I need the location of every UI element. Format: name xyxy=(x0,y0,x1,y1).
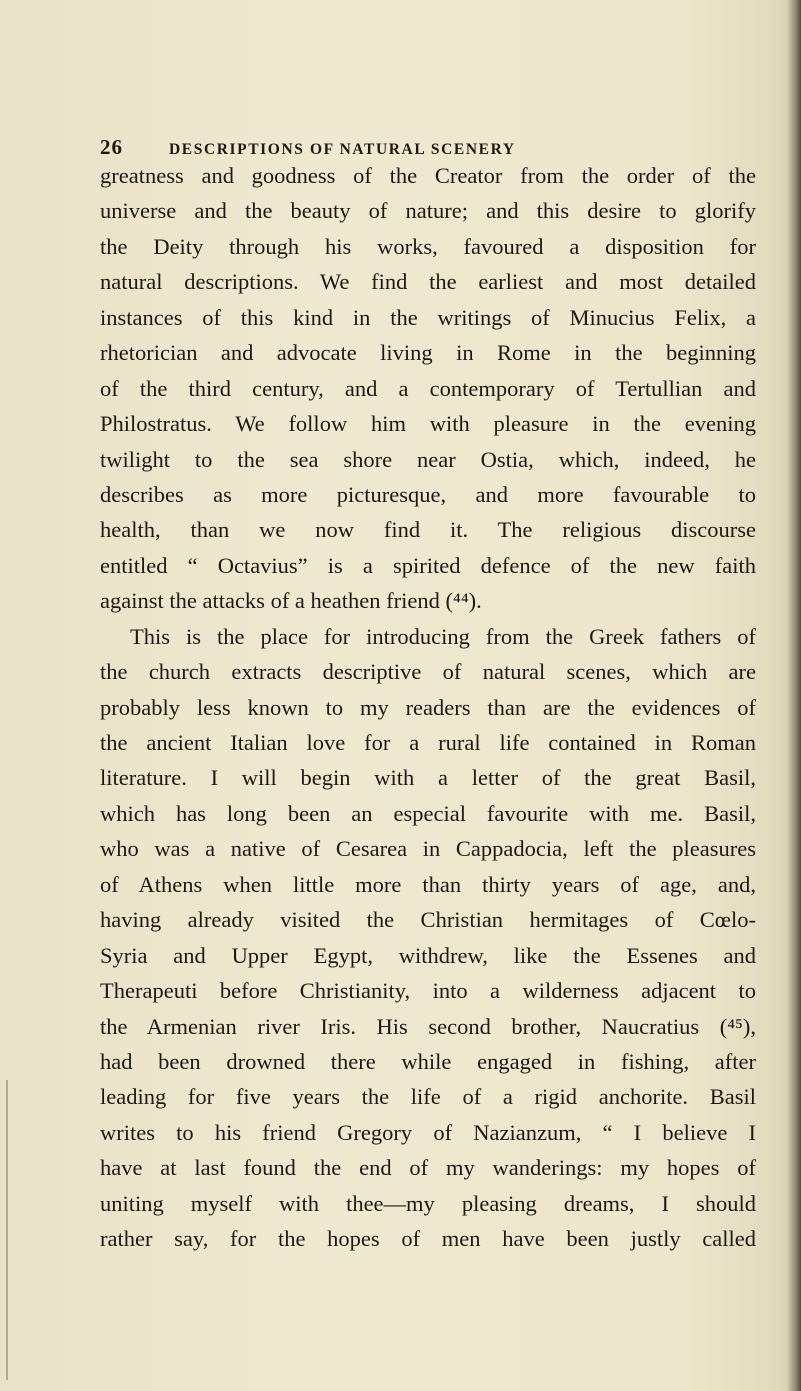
text-line: instances of this kind in the writings of Minucius Felix, a xyxy=(100,304,756,330)
text-line: of the third century, and a contemporary of Tertullian and xyxy=(100,375,756,401)
text-line: rhetorician and advocate living in Rome in the beginning xyxy=(100,340,756,366)
text-line: twilight to the sea shore near Ostia, which, indeed, he xyxy=(100,446,756,472)
text-line: uniting myself with thee—my pleasing dreams, I should xyxy=(100,1190,756,1216)
text-line: writes to his friend Gregory of Nazianzum, “ I believe I xyxy=(100,1119,756,1145)
text-line: greatness and goodness of the Creator from the order of the xyxy=(100,163,756,188)
text-line: having already visited the Christian hermitages of Cœlo- xyxy=(100,907,756,933)
page-edge-shadow xyxy=(787,0,801,1391)
running-title: DESCRIPTIONS OF NATURAL SCENERY xyxy=(169,141,516,158)
text-line: the church extracts descriptive of natural scenes, which are xyxy=(100,659,756,685)
text-line: universe and the beauty of nature; and this desire to glorify xyxy=(100,198,756,224)
binding-shadow xyxy=(6,1080,8,1380)
text-line: who was a native of Cesarea in Cappadocia, left the pleasures xyxy=(100,836,756,862)
text-line: which has long been an especial favourite with me. Basil, xyxy=(100,800,756,826)
text-line: the Deity through his works, favoured a disposition for xyxy=(100,233,756,259)
text-line: of Athens when little more than thirty years of age, and, xyxy=(100,871,756,897)
text-line: natural descriptions. We find the earliest and most detailed xyxy=(100,269,756,295)
text-line: have at last found the end of my wanderings: my hopes of xyxy=(100,1155,756,1181)
text-line: literature. I will begin with a letter of the great Basil, xyxy=(100,765,756,791)
text-line: the ancient Italian love for a rural life contained in Roman xyxy=(100,730,756,755)
text-line: health, than we now find it. The religious discourse xyxy=(100,517,756,543)
text-line: probably less known to my readers than are the evidences of xyxy=(100,694,756,720)
paragraph-end-line: against the attacks of a heathen friend (⁴⁴). xyxy=(100,588,482,614)
text-line: Therapeuti before Christianity, into a wilderness adjacent to xyxy=(100,978,756,1004)
text-line: rather say, for the hopes of men have been justly called xyxy=(100,1226,756,1252)
text-line: entitled “ Octavius” is a spirited defence of the new faith xyxy=(100,552,756,578)
text-line: Philostratus. We follow him with pleasure in the evening xyxy=(100,411,756,437)
text-line: describes as more picturesque, and more favourable to xyxy=(100,481,756,507)
text-line: had been drowned there while engaged in fishing, after xyxy=(100,1048,756,1074)
text-line: Syria and Upper Egypt, withdrew, like the Essenes and xyxy=(100,942,756,968)
text-line: the Armenian river Iris. His second brother, Naucratius (⁴⁵), xyxy=(100,1013,756,1039)
paragraph-start-line: This is the place for introducing from the Greek fathers of xyxy=(130,623,756,649)
text-line: leading for five years the life of a rigid anchorite. Basil xyxy=(100,1084,756,1110)
body-text xyxy=(100,158,756,1257)
page-number: 26 xyxy=(100,135,123,159)
